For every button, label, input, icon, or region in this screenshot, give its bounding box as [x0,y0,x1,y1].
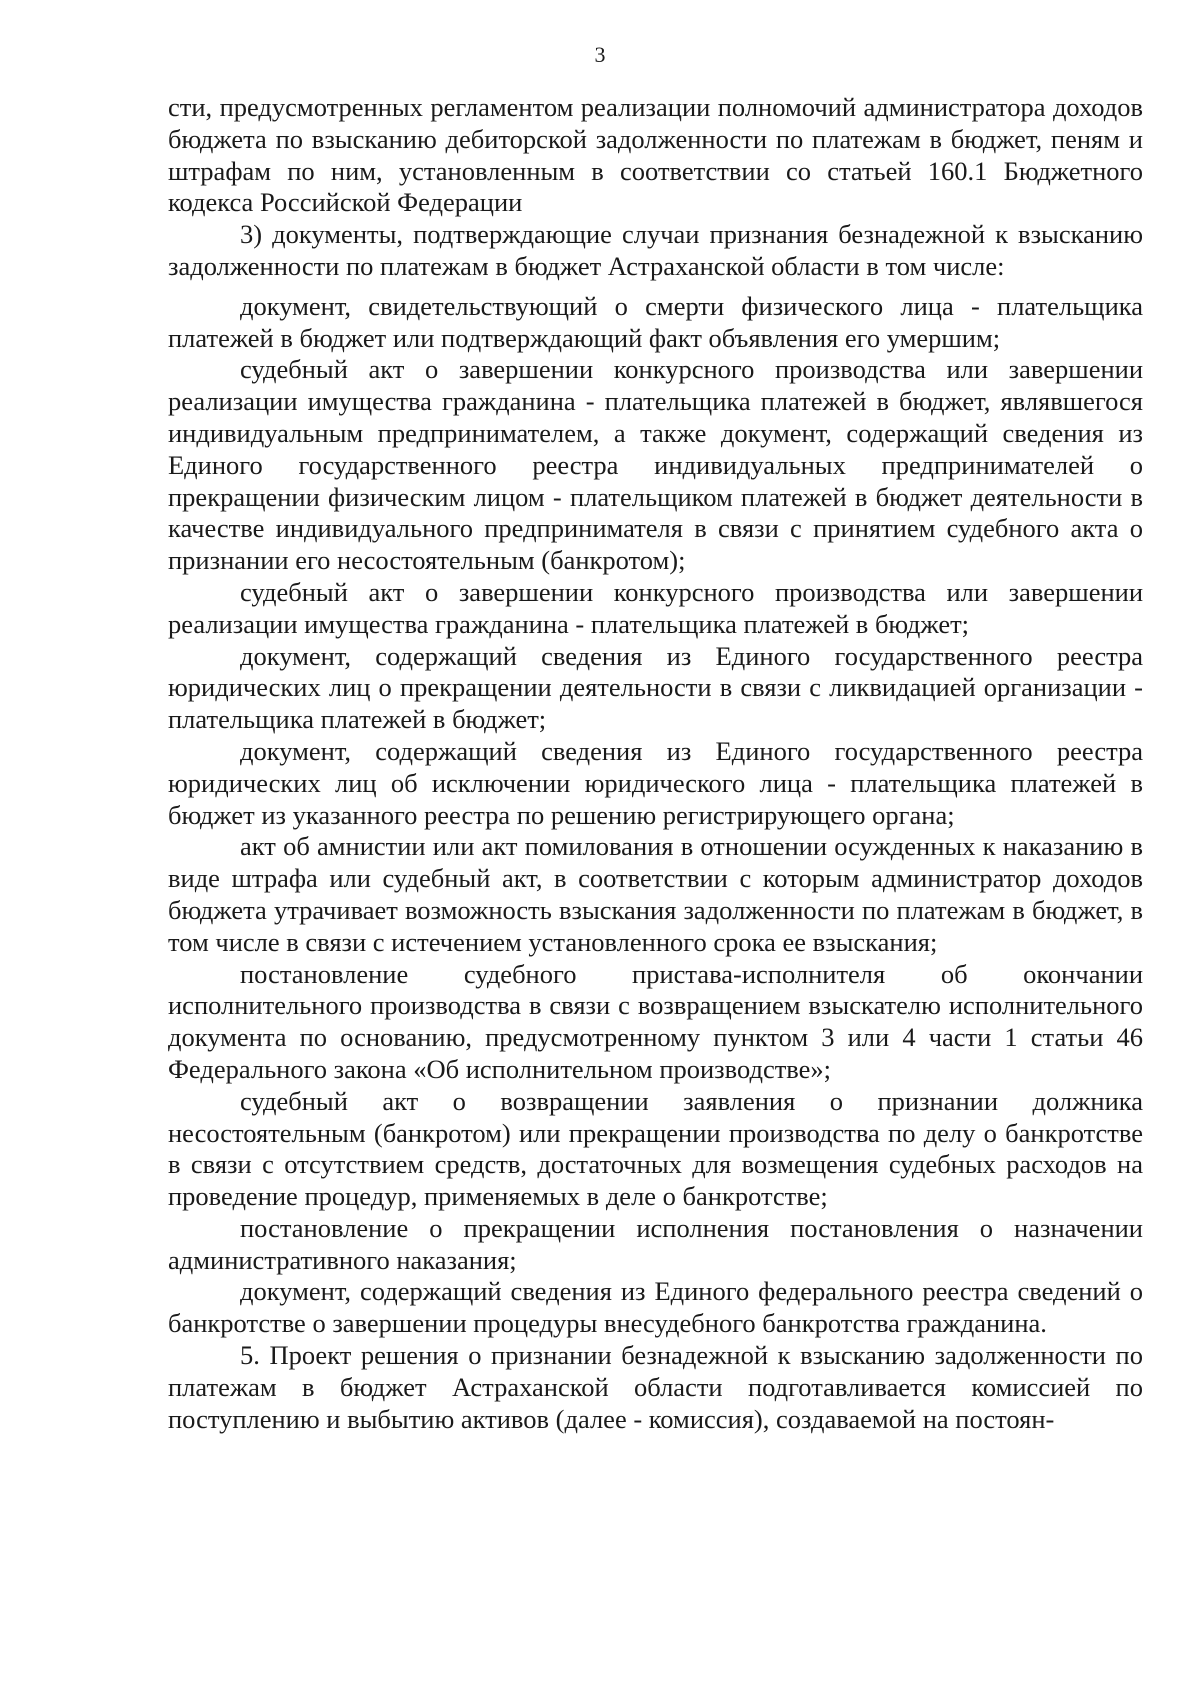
paragraph-item-5: 5. Проект решения о признании безнадежной к взысканию задолженности по платежам в бюджет Астраханской области подготавливается комиссией по поступлению и выбытию активов (далее - комиссия), создаваемой на постоян- [168,1340,1143,1434]
paragraph-amnesty: акт об амнистии или акт помилования в отношении осужденных к наказанию в виде штрафа или судебный акт, в соответствии с которым администратор доходов бюджета утрачивает возможность взыскания задолженности по платежам в бюджет, в том числе в связи с истечением установленного срока ее взыскания; [168,831,1143,957]
paragraph-exclusion: документ, содержащий сведения из Единого государственного реестра юридических лиц об исключении юридического лица - плательщика платежей в бюджет из указанного реестра по решению регистрирующего органа; [168,735,1143,830]
paragraph-item-3: 3) документы, подтверждающие случаи признания безнадежной к взысканию задолженности по платежам в бюджет Астраханской области в том числе: [168,219,1143,281]
paragraph-liquidation: документ, содержащий сведения из Единого государственного реестра юридических лиц о прекращении деятельности в связи с ликвидацией организации - плательщика платежей в бюджет; [168,640,1143,735]
paragraph-death-document: документ, свидетельствующий о смерти физического лица - плательщика платежей в бюджет или подтверждающий факт объявления его умершим; [168,290,1143,353]
paragraph-bailiff-resolution: постановление судебного пристава-исполнителя об окончании исполнительного производства в связи с возвращением взыскателю исполнительного документа по основанию, предусмотренному пунктом 3 или 4 части 1 статьи 46 Федерального закона «Об исполнительном производстве»; [168,958,1143,1084]
paragraph-entrepreneur-bankruptcy: судебный акт о завершении конкурсного производства или завершении реализации имущества гражданина - плательщика платежей в бюджет, являвшегося индивидуальным предпринимателем, а также документ, содержащий сведения из Единого государственного реестра индивидуальных предпринимателей о прекращении физическим лицом - плательщиком платежей в бюджет деятельности в качестве индивидуального предпринимателя в связи с принятием судебного акта о признании его несостоятельным (банкротом); [168,354,1143,576]
page-number: 3 [594,42,606,67]
paragraph-continuation: сти, предусмотренных регламентом реализации полномочий администратора доходов бюджета по взысканию дебиторской задолженности по платежам в бюджет, пеням и штрафам по ним, установленным в соответствии со статьей 160.1 Бюджетного кодекса Российской Федерации [168,92,1143,218]
document-body [168,92,1143,1435]
paragraph-federal-register: документ, содержащий сведения из Единого федерального реестра сведений о банкротстве о завершении процедуры внесудебного банкротства гражданина. [168,1276,1143,1339]
paragraph-citizen-bankruptcy: судебный акт о завершении конкурсного производства или завершении реализации имущества гражданина - плательщика платежей в бюджет; [168,576,1143,639]
paragraph-termination: постановление о прекращении исполнения постановления о назначении административного наказания; [168,1212,1143,1275]
paragraph-bankruptcy-return: судебный акт о возвращении заявления о признании должника несостоятельным (банкротом) или прекращении производства по делу о банкротстве в связи с отсутствием средств, достаточных для возмещения судебных расходов на проведение процедур, применяемых в деле о банкротстве; [168,1085,1143,1212]
